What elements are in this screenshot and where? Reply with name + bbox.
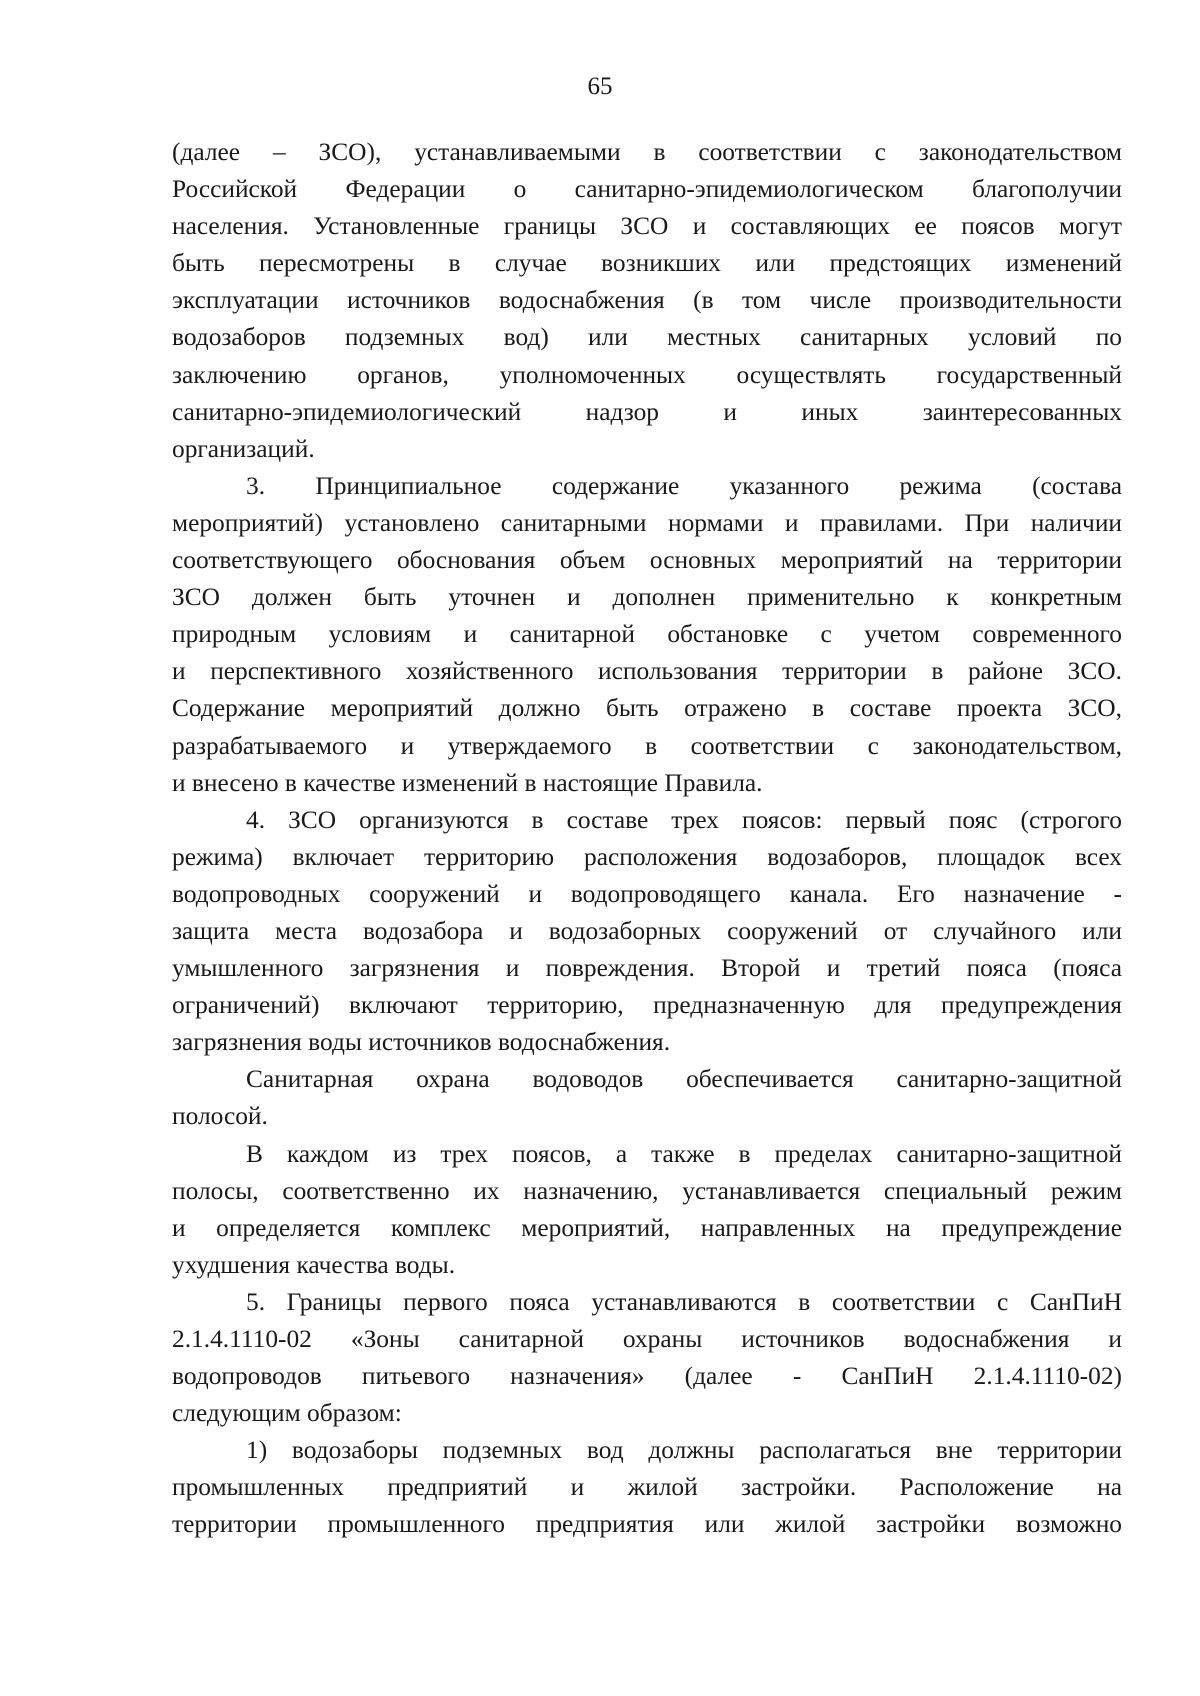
text-line: и перспективного хозяйственного использования территории в районе ЗСО. (172, 657, 1122, 686)
text-line: В каждом из трех поясов, а также в пределах санитарно-защитной (246, 1139, 1122, 1168)
paragraph (172, 1061, 1122, 1135)
text-line: 4. ЗСО организуются в составе трех поясов: первый пояс (строгого (246, 805, 1122, 834)
text-line: заключению органов, уполномоченных осуществлять государственный (172, 360, 1122, 389)
text-line: водопроводов питьевого назначения» (далее - СанПиН 2.1.4.1110-02) (172, 1362, 1122, 1391)
text-line: 2.1.4.1110-02 «Зоны санитарной охраны источников водоснабжения и (172, 1325, 1122, 1353)
text-line: и определяется комплекс мероприятий, направленных на предупреждение (172, 1213, 1122, 1242)
text-line: организаций. (172, 434, 315, 463)
paragraph (172, 1432, 1122, 1543)
text-line: полосой. (172, 1102, 268, 1131)
text-line: Содержание мероприятий должно быть отражено в составе проекта ЗСО, (172, 694, 1122, 723)
text-line: водозаборов подземных вод) или местных санитарных условий по (172, 323, 1122, 352)
text-line: разрабатываемого и утверждаемого в соответствии с законодательством, (172, 731, 1122, 760)
paragraph (172, 134, 1122, 468)
text-line: санитарно-эпидемиологический надзор и иных заинтересованных (172, 397, 1122, 426)
text-line: и внесено в качестве изменений в настоящие Правила. (172, 768, 763, 797)
text-line: режима) включает территорию расположения водозаборов, площадок всех (172, 842, 1122, 871)
text-line: эксплуатации источников водоснабжения (в том числе производительности (172, 286, 1122, 315)
text-line: населения. Установленные границы ЗСО и составляющих ее поясов могут (172, 212, 1122, 241)
paragraph (172, 802, 1122, 1062)
text-line: быть пересмотрены в случае возникших или предстоящих изменений (172, 249, 1122, 278)
text-line: загрязнения воды источников водоснабжения. (172, 1028, 671, 1057)
paragraph (172, 1284, 1122, 1432)
paragraph (172, 468, 1122, 802)
text-line: природным условиям и санитарной обстановке с учетом современного (172, 620, 1122, 649)
text-line: 5. Границы первого пояса устанавливаются в соответствии с СанПиН (246, 1287, 1122, 1316)
text-line: ЗСО должен быть уточнен и дополнен применительно к конкретным (172, 583, 1122, 612)
text-line: мероприятий) установлено санитарными нормами и правилами. При наличии (172, 508, 1122, 537)
text-line: (далее – ЗСО), устанавливаемыми в соответствии с законодательством (172, 138, 1122, 166)
text-line: 3. Принципиальное содержание указанного режима (состава (246, 471, 1122, 500)
text-line: 1) водозаборы подземных вод должны располагаться вне территории (246, 1436, 1122, 1465)
document-body (172, 134, 1122, 1544)
text-line: промышленных предприятий и жилой застройки. Расположение на (172, 1473, 1122, 1502)
text-line: ухудшения качества воды. (172, 1250, 456, 1279)
text-line: Санитарная охрана водоводов обеспечивается санитарно-защитной (246, 1065, 1122, 1094)
text-line: территории промышленного предприятия или жилой застройки возможно (172, 1510, 1122, 1539)
page-number: 65 (587, 73, 613, 100)
text-line: водопроводных сооружений и водопроводящего канала. Его назначение - (172, 879, 1122, 908)
text-line: защита места водозабора и водозаборных сооружений от случайного или (172, 916, 1122, 945)
text-line: соответствующего обоснования объем основных мероприятий на территории (172, 546, 1122, 575)
text-line: умышленного загрязнения и повреждения. Второй и третий пояса (пояса (172, 954, 1122, 983)
text-line: полосы, соответственно их назначению, устанавливается специальный режим (172, 1176, 1122, 1205)
text-line: ограничений) включают территорию, предназначенную для предупреждения (172, 991, 1122, 1020)
text-line: Российской Федерации о санитарно-эпидемиологическом благополучии (172, 175, 1122, 204)
paragraph (172, 1136, 1122, 1284)
text-line: следующим образом: (172, 1399, 402, 1428)
